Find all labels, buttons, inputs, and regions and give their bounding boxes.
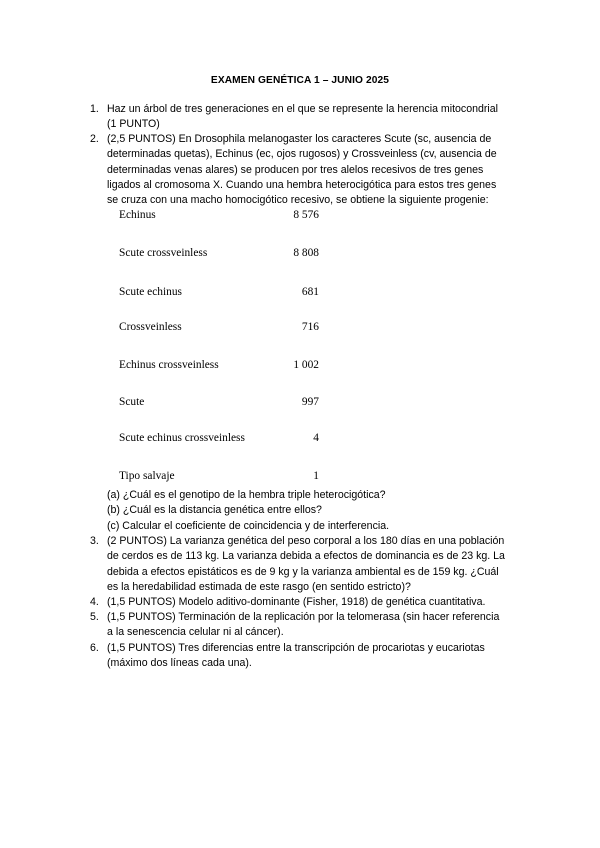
progeny-count: 681 — [301, 286, 319, 298]
question-number: 4. — [90, 596, 99, 608]
question-text-line: (1 PUNTO) — [107, 118, 160, 131]
question-text-line: debida a efectos epistáticos es de 9 kg y la varianza ambiental es de 159 kg. ¿Cuál — [107, 565, 499, 578]
sub-questions — [107, 488, 527, 534]
table-row — [119, 395, 319, 411]
sub-question-a: (a) ¿Cuál es el genotipo de la hembra triple heterocigótica? — [107, 489, 386, 501]
question-4 — [90, 595, 527, 610]
question-text-line: Haz un árbol de tres generaciones en el que se represente la herencia mitocondrial — [107, 103, 499, 115]
table-row — [119, 469, 319, 485]
question-text-line: ligados al cromosoma X. Cuando una hembra heterocigótica para estos tres genes — [107, 178, 497, 191]
question-text-line: determinadas quetas), Echinus (ec, ojos rugosos) y Crossveinless (cv, ausencia de — [107, 148, 497, 161]
progeny-count: 8 808 — [293, 247, 319, 259]
question-text-line: determinadas venas alares) se producen por tres alelos recesivos de tres genes — [107, 163, 484, 176]
sub-question-b: (b) ¿Cuál es la distancia genética entre ellos? — [107, 504, 322, 517]
phenotype-label: Tipo salvaje — [119, 470, 175, 482]
question-number: 1. — [90, 103, 99, 115]
question-text-line: (2,5 PUNTOS) En Drosophila melanogaster los caracteres Scute (sc, ausencia de — [107, 133, 492, 145]
question-text-line: es la heredabilidad estimada de este rasgo (en sentido estricto)? — [107, 580, 411, 593]
progeny-count: 1 — [313, 470, 319, 482]
phenotype-label: Scute echinus crossveinless — [119, 432, 245, 444]
question-1 — [90, 102, 527, 133]
table-row — [119, 431, 319, 447]
table-row — [119, 320, 319, 336]
table-row — [119, 285, 319, 301]
question-5 — [90, 610, 527, 641]
question-text-line: (1,5 PUNTOS) Terminación de la replicación por la telomerasa (sin hacer referencia — [107, 611, 500, 623]
exam-title: EXAMEN GENÉTICA 1 – JUNIO 2025 — [210, 75, 390, 86]
question-text-line: se cruza con una macho homocigótico recesivo, se obtiene la siguiente progenie: — [107, 194, 489, 207]
question-3 — [90, 534, 527, 595]
question-number: 3. — [90, 535, 99, 547]
sub-question-c: (c) Calcular el coeficiente de coincidencia y de interferencia. — [107, 519, 390, 532]
phenotype-label: Scute — [119, 396, 145, 408]
question-text-line: de cerdos es de 113 kg. La varianza debida a efectos de dominancia es de 23 kg. La — [107, 550, 505, 563]
table-row — [119, 358, 319, 374]
progeny-count: 716 — [301, 321, 319, 333]
table-row — [119, 246, 319, 262]
question-text-line: (máximo dos líneas cada una). — [107, 657, 252, 670]
question-text-line: (1,5 PUNTOS) Tres diferencias entre la transcripción de procariotas y eucariotas — [107, 642, 485, 654]
question-text-line: (2 PUNTOS) La varianza genética del peso corporal a los 180 días en una población — [107, 535, 505, 547]
question-2 — [90, 132, 527, 208]
progeny-count: 1 002 — [293, 359, 319, 371]
table-row — [119, 208, 319, 224]
phenotype-label: Echinus — [119, 209, 156, 221]
phenotype-label: Crossveinless — [119, 321, 182, 333]
question-number: 2. — [90, 133, 99, 145]
phenotype-label: Scute echinus — [119, 286, 182, 298]
phenotype-label: Echinus crossveinless — [119, 359, 219, 371]
phenotype-label: Scute crossveinless — [119, 247, 208, 259]
question-text-line: a la senescencia celular ni al cáncer). — [107, 626, 284, 639]
question-text-line: (1,5 PUNTOS) Modelo aditivo-dominante (Fisher, 1918) de genética cuantitativa. — [107, 596, 486, 608]
question-number: 5. — [90, 611, 99, 623]
question-6 — [90, 641, 527, 672]
progeny-count: 997 — [301, 396, 319, 408]
question-number: 6. — [90, 642, 99, 654]
progeny-count: 4 — [313, 432, 319, 444]
progeny-count: 8 576 — [293, 209, 319, 221]
